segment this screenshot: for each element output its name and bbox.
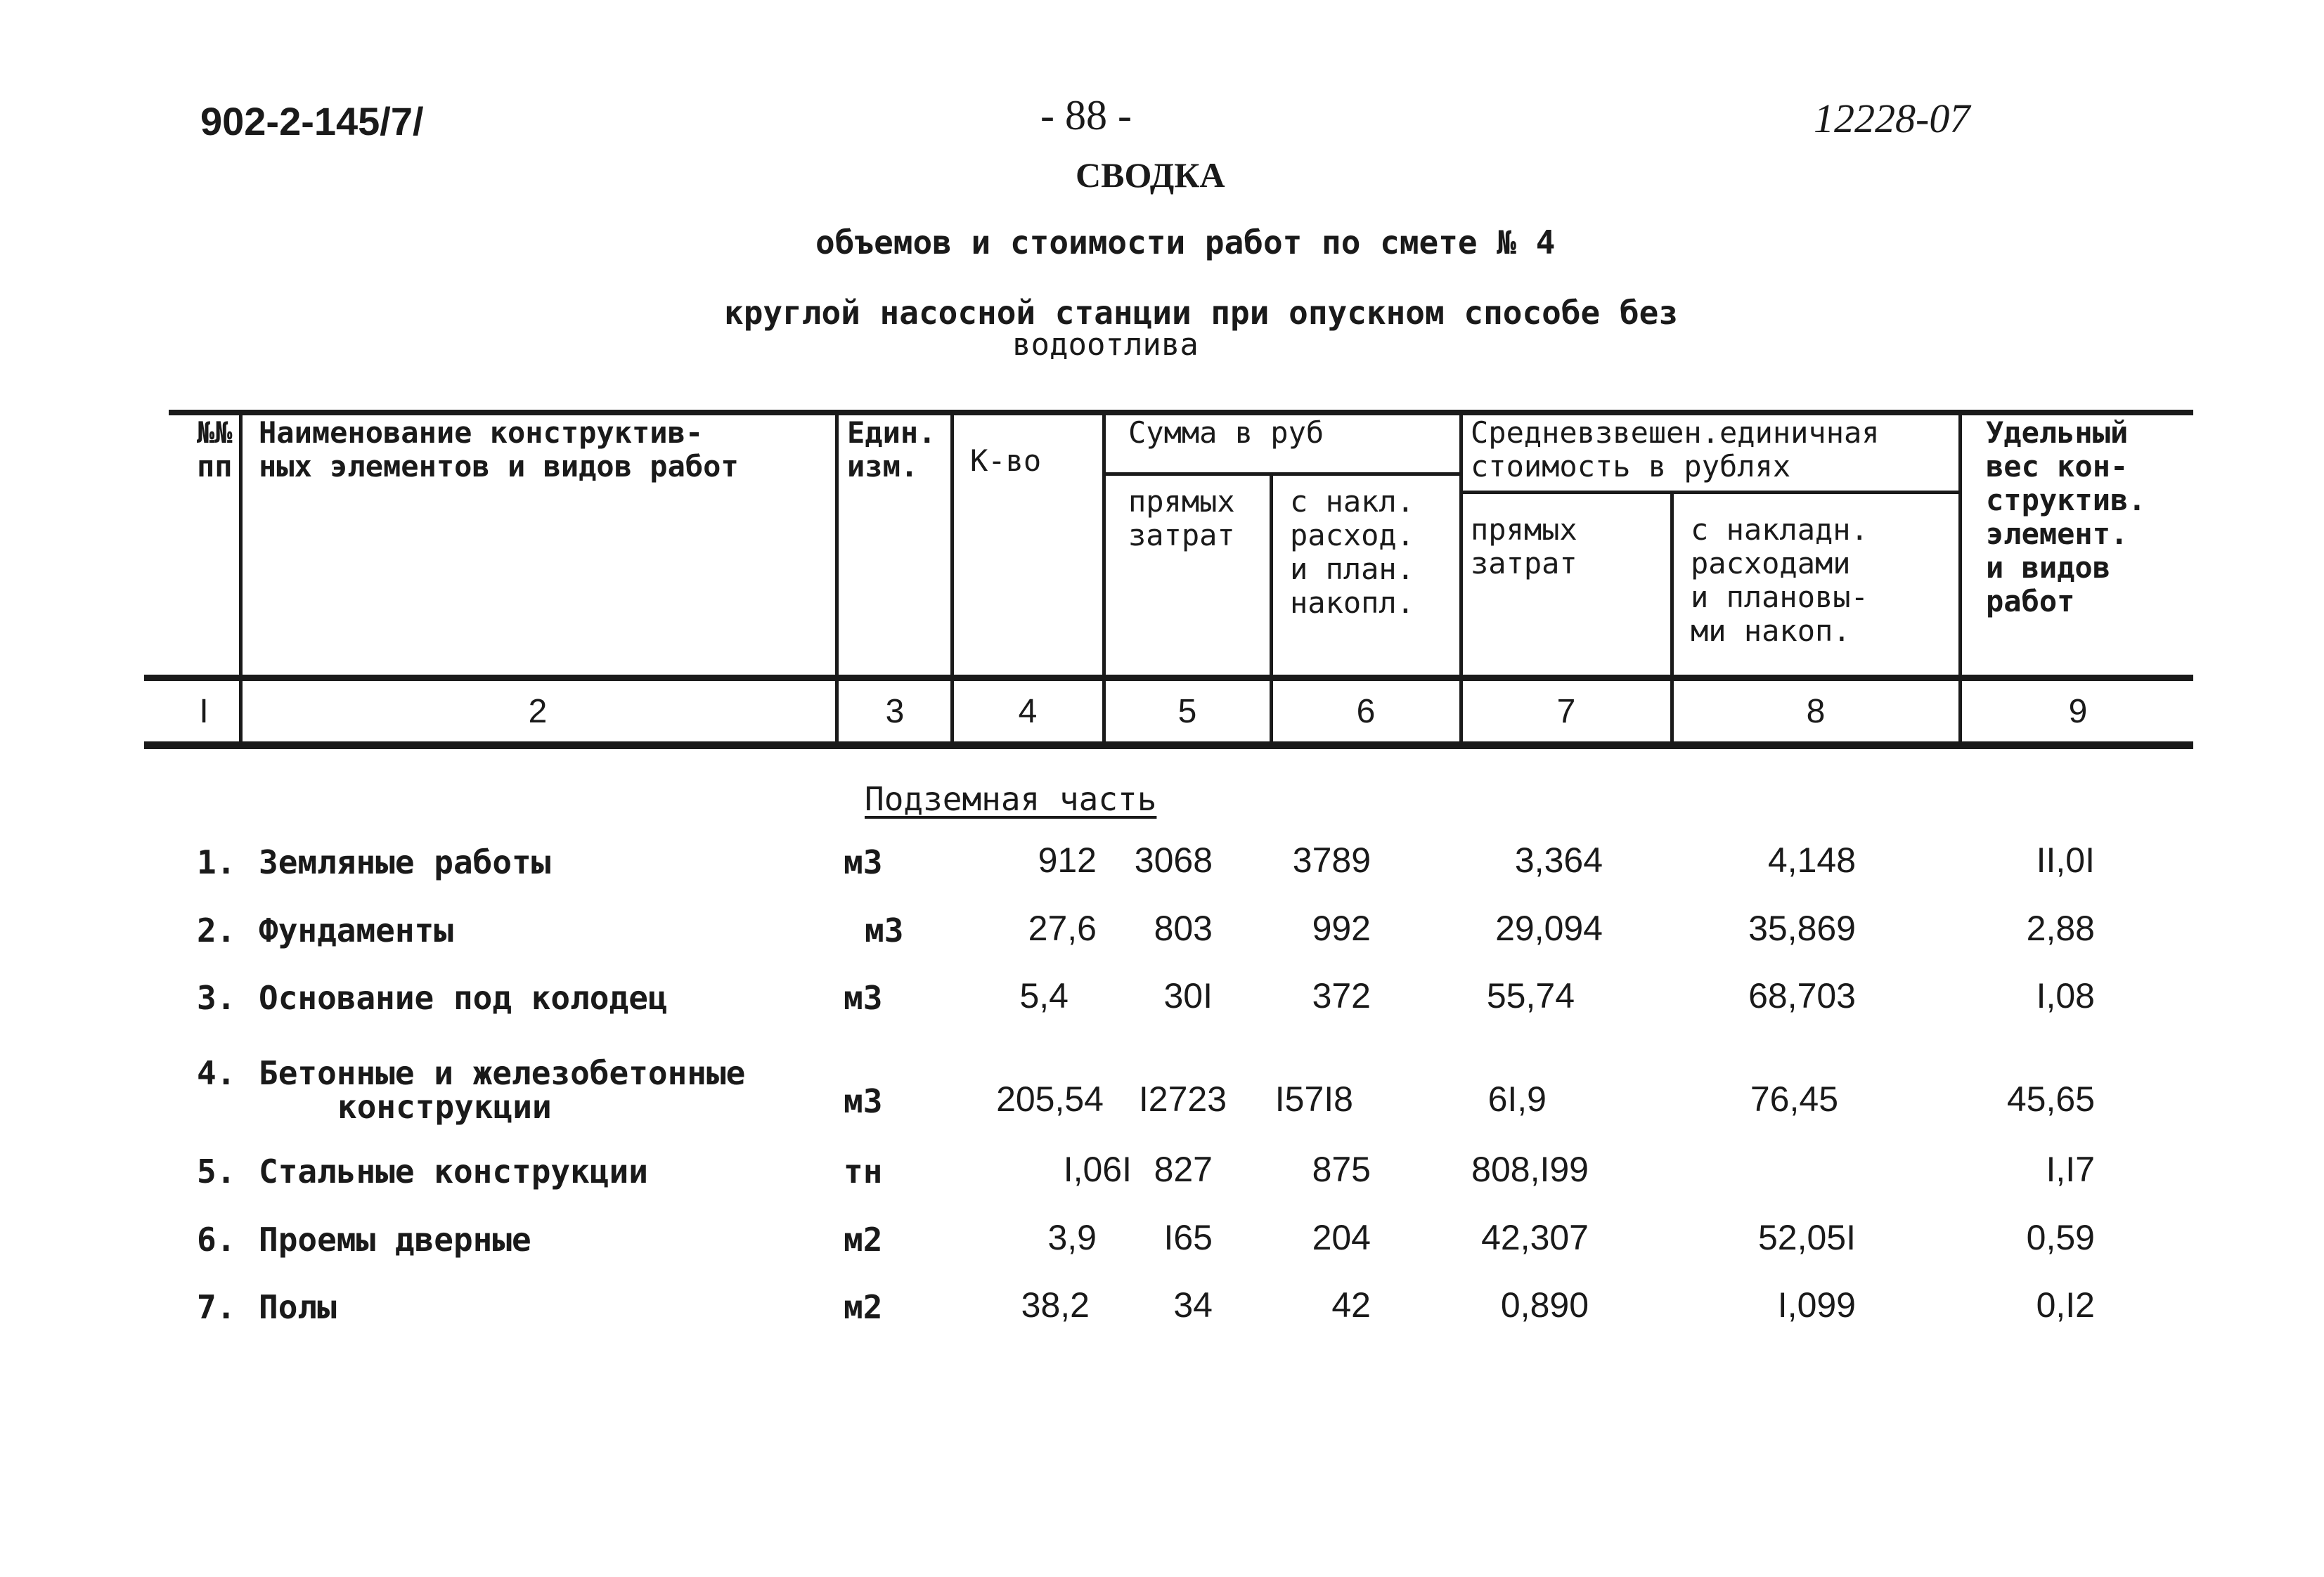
document-subtitle-line2: круглой насосной станции при опускном способе без [724,294,1679,332]
column-number-4: 4 [1018,693,1038,730]
row-number: 4. [197,1054,236,1092]
row-direct-cost: 30I [1163,976,1213,1015]
row-unit-overhead: 52,05I [1757,1218,1856,1257]
inventory-number: 12228-07 [1814,96,1970,141]
column-number-7: 7 [1556,693,1576,730]
document-subtitle-line3: водоотлива [1012,327,1199,363]
row-unit: м3 [844,979,883,1017]
section-title: Подземная часть [865,780,1157,818]
row-overhead-cost: 875 [1312,1150,1371,1189]
row-number: 1. [197,843,236,881]
header-sum-group: Сумма в руб [1128,415,1324,450]
column-number-9: 9 [2068,693,2088,730]
row-share: I,I7 [2046,1150,2095,1189]
row-share: 2,88 [2026,909,2095,948]
row-unit-direct: 6I,9 [1487,1079,1547,1119]
row-share: I,08 [2036,976,2095,1015]
row-unit: м3 [844,843,883,881]
row-unit-direct: 42,307 [1481,1218,1589,1257]
header-col3: Един. изм. [847,415,936,484]
row-share: 0,I2 [2036,1285,2095,1325]
row-unit: м2 [844,1288,883,1326]
row-unit-direct: 55,74 [1486,976,1575,1015]
row-unit-overhead: 68,703 [1748,976,1856,1015]
row-number: 2. [197,911,236,949]
row-quantity: 912 [1038,841,1097,880]
row-unit-direct: 0,890 [1500,1285,1589,1325]
row-unit-direct: 3,364 [1514,841,1603,880]
page-number: - 88 - [1040,92,1132,138]
row-name-continued: конструкции [337,1088,552,1126]
row-number: 3. [197,979,236,1017]
row-name: Основание под колодец [259,979,668,1017]
row-quantity: 5,4 [1019,976,1069,1015]
header-col7: прямых затрат [1471,512,1577,580]
row-direct-cost: I65 [1163,1218,1213,1257]
row-name: Стальные конструкции [259,1153,648,1190]
row-unit-direct: 29,094 [1495,909,1603,948]
sum-group-divider [1104,472,1462,476]
row-unit: м3 [865,911,904,949]
table-top-border [169,410,2193,415]
header-col2: Наименование конструктив- ных элементов и видов работ [259,415,739,484]
column-number-2: 2 [528,693,548,730]
row-quantity: 3,9 [1047,1218,1097,1257]
row-unit: м2 [844,1221,883,1259]
row-unit: тн [844,1153,883,1190]
row-unit-overhead: 76,45 [1750,1079,1838,1119]
document-title: СВОДКА [1076,155,1225,195]
row-direct-cost: I2723 [1138,1079,1227,1119]
row-name: Проемы дверные [259,1221,531,1259]
column-numbers-bottom-border [144,741,2193,749]
header-col5: прямых затрат [1128,484,1235,552]
row-quantity: I,06I [1063,1150,1132,1189]
row-overhead-cost: I57I8 [1274,1079,1353,1119]
column-number-5: 5 [1177,693,1197,730]
row-direct-cost: 3068 [1134,841,1213,880]
header-col4: К-во [970,443,1042,478]
unitcost-group-divider [1462,491,1961,494]
row-overhead-cost: 3789 [1292,841,1371,880]
row-overhead-cost: 372 [1312,976,1371,1015]
row-share: 0,59 [2026,1218,2095,1257]
row-overhead-cost: 204 [1312,1218,1371,1257]
row-overhead-cost: 992 [1312,909,1371,948]
header-col1: №№ пп [197,415,233,484]
row-unit-direct: 808,I99 [1471,1150,1589,1189]
row-direct-cost: 803 [1154,909,1213,948]
column-number-1: I [199,693,209,730]
row-number: 6. [197,1221,236,1259]
row-share: II,0I [2036,841,2095,880]
row-quantity: 205,54 [996,1079,1104,1119]
row-direct-cost: 827 [1154,1150,1213,1189]
header-col9: Удельный вес кон- структив. элемент. и видов работ [1986,415,2146,618]
row-unit: м3 [844,1082,883,1120]
row-number: 7. [197,1288,236,1326]
row-unit-overhead: 35,869 [1748,909,1856,948]
row-name: Земляные работы [259,843,551,881]
row-quantity: 38,2 [1021,1285,1090,1325]
row-unit-overhead: 4,148 [1767,841,1856,880]
column-number-6: 6 [1356,693,1376,730]
row-direct-cost: 34 [1173,1285,1213,1325]
document-code: 902-2-145/7/ [200,99,424,143]
row-overhead-cost: 42 [1331,1285,1371,1325]
row-name: Бетонные и железобетонные [259,1054,746,1092]
row-number: 5. [197,1153,236,1190]
row-name: Фундаменты [259,911,453,949]
row-unit-overhead: I,099 [1777,1285,1856,1325]
row-quantity: 27,6 [1028,909,1097,948]
header-bottom-border [144,675,2193,681]
header-unitcost-group: Средневзвешен.единичная стоимость в рублях [1471,415,1880,484]
column-number-8: 8 [1806,693,1826,730]
row-share: 45,65 [2006,1079,2095,1119]
document-subtitle-line1: объемов и стоимости работ по смете № 4 [815,223,1556,261]
column-number-3: 3 [885,693,905,730]
header-col6: с накл. расход. и план. накопл. [1290,484,1415,620]
row-name: Полы [259,1288,337,1326]
header-col8: с накладн. расходами и плановы- ми накоп. [1691,512,1868,648]
